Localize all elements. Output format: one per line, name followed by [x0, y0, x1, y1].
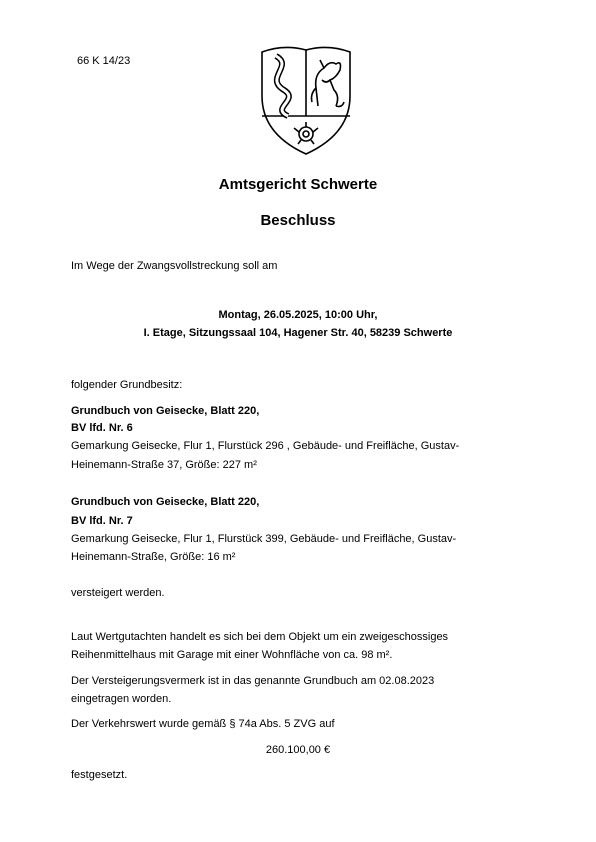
- case-number: 66 K 14/23: [77, 55, 131, 67]
- registration-text: eingetragen worden.: [71, 693, 172, 705]
- property-bv: BV lfd. Nr. 7: [71, 515, 133, 527]
- property-description: Heinemann-Straße 37, Größe: 227 m²: [71, 459, 257, 471]
- market-value-text: Der Verkehrswert wurde gemäß § 74a Abs. 5 ZVG auf: [71, 718, 335, 730]
- appointment-datetime: Montag, 26.05.2025, 10:00 Uhr,: [218, 309, 378, 321]
- property-description: Gemarkung Geisecke, Flur 1, Flurstück 296 , Gebäude- und Freifläche, Gustav-: [71, 440, 460, 452]
- intro-text: Im Wege der Zwangsvollstreckung soll am: [71, 260, 278, 272]
- property-description: Heinemann-Straße, Größe: 16 m²: [71, 551, 236, 563]
- appointment-location: I. Etage, Sitzungssaal 104, Hagener Str. 40, 58239 Schwerte: [143, 327, 453, 339]
- property-intro: folgender Grundbesitz:: [71, 379, 183, 391]
- registration-text: Der Versteigerungsvermerk ist in das genannte Grundbuch am 02.08.2023: [71, 675, 435, 687]
- property-title: Grundbuch von Geisecke, Blatt 220,: [71, 405, 260, 417]
- appraisal-text: Laut Wertgutachten handelt es sich bei dem Objekt um ein zweigeschossiges: [71, 631, 449, 643]
- versteigert-text: versteigert werden.: [71, 587, 165, 599]
- property-title: Grundbuch von Geisecke, Blatt 220,: [71, 496, 260, 508]
- coat-of-arms-seal: [256, 44, 356, 158]
- festgesetzt-text: festgesetzt.: [71, 769, 128, 781]
- document-type: Beschluss: [260, 212, 336, 229]
- market-value-amount: 260.100,00 €: [265, 744, 331, 756]
- appraisal-text: Reihenmittelhaus mit Garage mit einer Wohnfläche von ca. 98 m².: [71, 649, 393, 661]
- court-title: Amtsgericht Schwerte: [218, 176, 378, 193]
- property-bv: BV lfd. Nr. 6: [71, 422, 133, 434]
- property-description: Gemarkung Geisecke, Flur 1, Flurstück 399, Gebäude- und Freifläche, Gustav-: [71, 533, 457, 545]
